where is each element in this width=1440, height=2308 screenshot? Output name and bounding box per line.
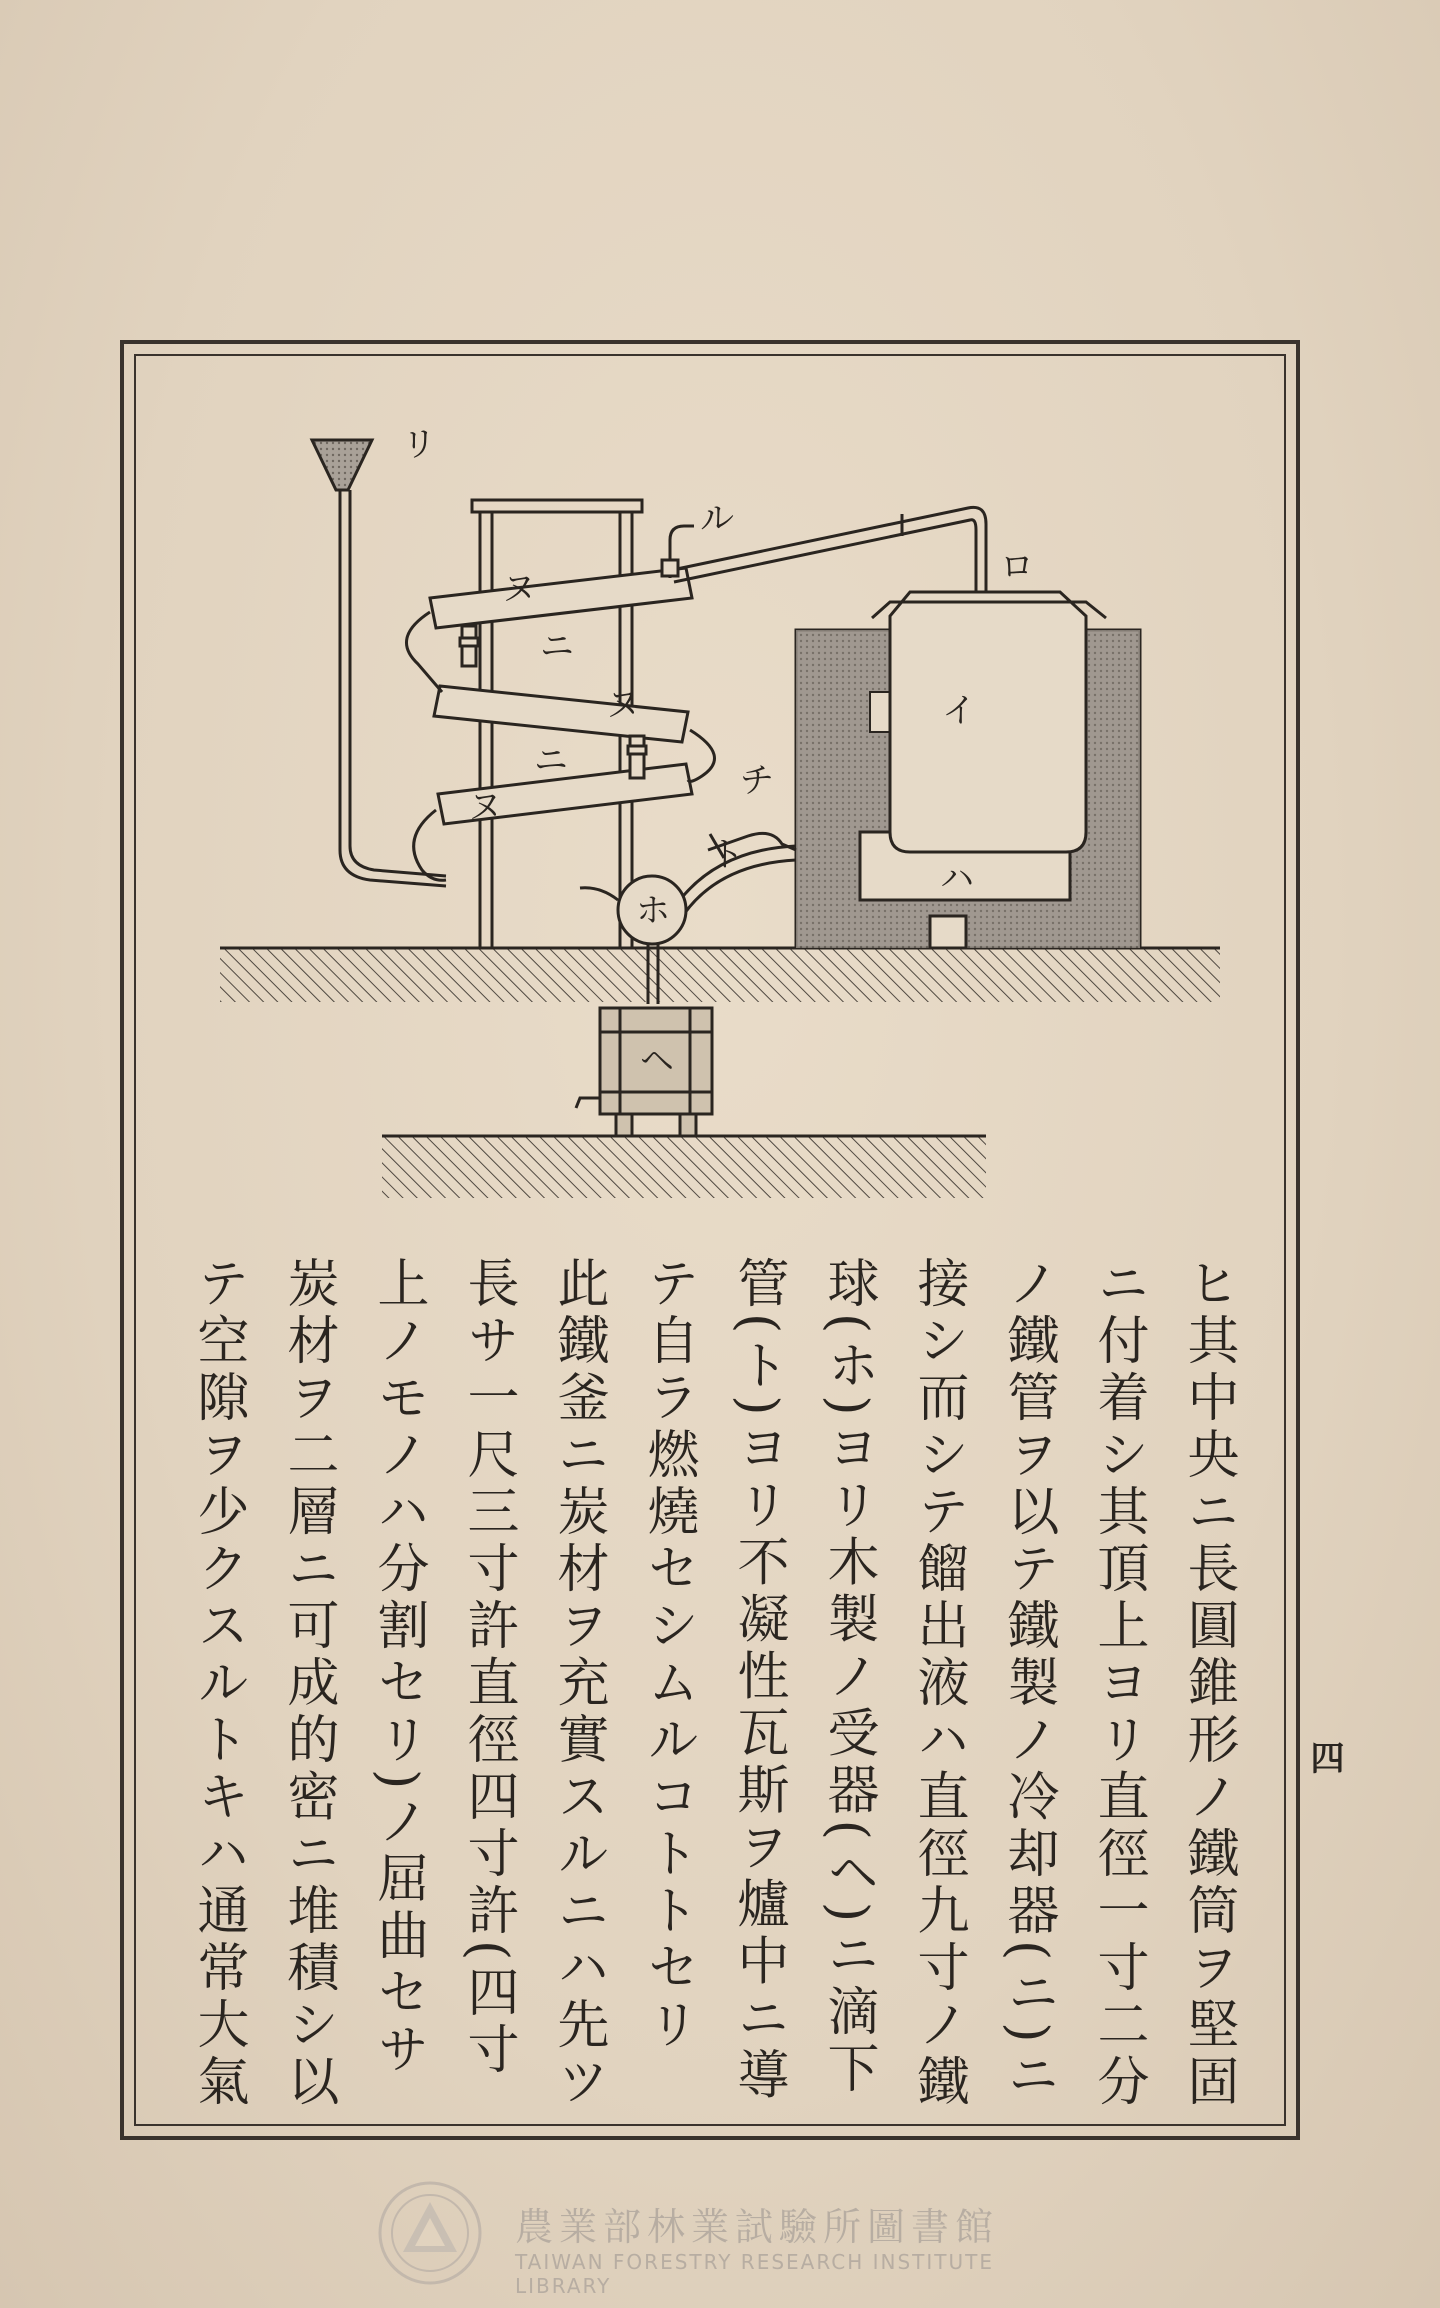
- text-column: ノ鐵管ヲ以テ鐵製ノ冷却器(ニ)ニ: [998, 1256, 1058, 2105]
- label-ho: ホ: [636, 891, 670, 931]
- label-ni-1: ニ: [540, 627, 574, 667]
- label-nu-3: ヌ: [468, 787, 502, 827]
- label-ro: ロ: [1000, 547, 1034, 587]
- watermark-subtitle: TAIWAN FORESTRY RESEARCH INSTITUTE LIBRARY: [515, 2250, 994, 2298]
- label-chi: チ: [740, 761, 774, 801]
- lower-ground: [382, 1136, 986, 1198]
- text-column: ヒ其中央ニ長圓錐形ノ鐵筒ヲ堅固: [1178, 1256, 1238, 2111]
- condenser-ni: [406, 568, 714, 880]
- label-ha: ハ: [940, 859, 974, 899]
- retort-i: [872, 592, 1106, 852]
- text-column: 此鐵釜ニ炭材ヲ充實スルニハ先ツ: [548, 1256, 608, 2111]
- text-column: テ空隙ヲ少クスルトキハ通常大氣: [188, 1256, 248, 2111]
- body-text: [182, 1256, 1244, 2116]
- page-number: 四: [1304, 1740, 1344, 1774]
- text-column: 炭材ヲ二層ニ可成的密ニ堆積シ以: [278, 1256, 338, 2111]
- library-seal-icon: [375, 2178, 485, 2288]
- label-he: ヘ: [640, 1041, 674, 1081]
- text-column: 上ノモノハ分割セリ)ノ屈曲セサ: [368, 1256, 428, 2080]
- text-column: ニ付着シ其頂上ヨリ直徑一寸二分: [1088, 1256, 1148, 2111]
- library-watermark: [375, 2178, 1075, 2298]
- label-i: イ: [942, 691, 976, 731]
- label-to: ト: [710, 835, 744, 875]
- text-column: 管(ト)ヨリ不凝性瓦斯ヲ爐中ニ導: [728, 1256, 788, 2105]
- distillation-apparatus-figure: [150, 380, 1270, 1260]
- valve-ru: [662, 526, 694, 578]
- watermark-title: 農業部林業試驗所圖書館: [515, 2205, 1000, 2249]
- text-column: 長サ一尺三寸許直徑四寸許(四寸: [458, 1256, 518, 2080]
- text-column: 球(ホ)ヨリ木製ノ受器(ヘ)ニ滴下: [818, 1256, 878, 2099]
- text-column: 接シ而シテ餾出液ハ直徑九寸ノ鐵: [908, 1256, 968, 2111]
- label-ni-2: ニ: [534, 741, 568, 781]
- label-ru: ル: [700, 499, 734, 539]
- label-nu-1: ヌ: [502, 569, 536, 609]
- label-ri: リ: [402, 425, 436, 465]
- text-column: テ自ラ燃燒セシムルコトトセリ: [638, 1256, 698, 2054]
- upper-ground: [220, 948, 1220, 1002]
- label-nu-2: ヌ: [606, 685, 640, 725]
